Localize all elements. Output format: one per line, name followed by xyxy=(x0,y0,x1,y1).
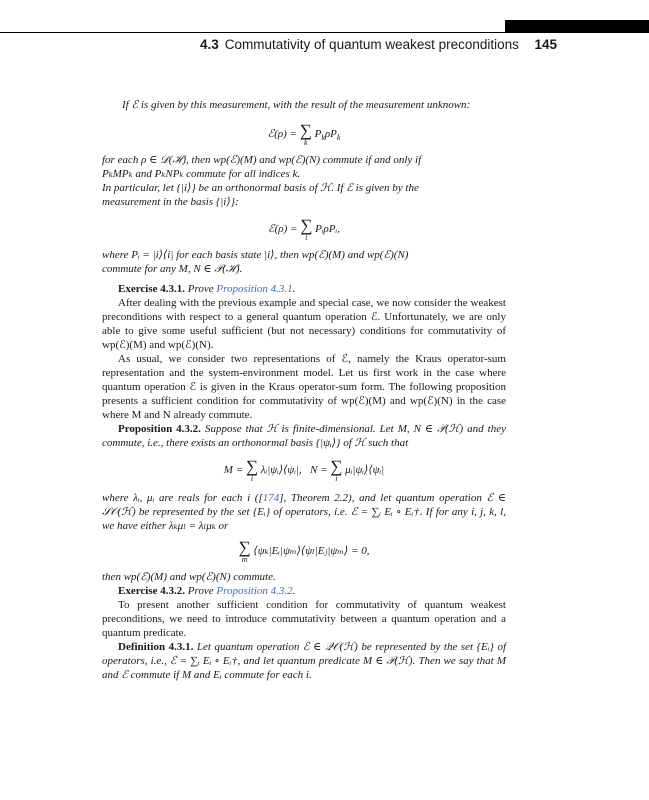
text-line: In particular, let {|i⟩} be an orthonormal basis of ℋ. If ℰ is given by the xyxy=(102,182,419,194)
sum-symbol: ∑ xyxy=(238,538,251,557)
equation-3 xyxy=(102,458,506,483)
sum-symbol: ∑ xyxy=(330,457,343,476)
exercise-label: Exercise 4.3.2. xyxy=(118,585,186,597)
eq1-rhs-sub2: k xyxy=(336,133,341,143)
eq4-body: ⟨ψₖ|Eᵢ|ψₘ⟩⟨ψₗ|Eⱼ|ψₘ⟩ = 0, xyxy=(253,545,370,558)
eq3-sum-1 xyxy=(246,458,258,483)
exercise-4-3-1 xyxy=(118,282,506,296)
text-run: ], Theorem 2.2), and let quantum operation ℰ ∈ 𝒮𝒪(ℋ) be represented by the set {Eᵢ} of operators, i.e. ℰ = ∑ᵢ Eᵢ ∘ Eᵢ†. If for any i, j, k, l, we have either λₖμₗ = λₗμₖ or xyxy=(102,492,506,532)
eq3-rhs2: μᵢ|ψᵢ⟩⟨ψᵢ| xyxy=(345,464,385,477)
definition-4-3-1 xyxy=(102,640,506,682)
proposition-4-3-2 xyxy=(102,422,506,450)
eq1-sum xyxy=(300,122,312,147)
para-another-condition: To present another sufficient condition for commutativity of quantum weakest preconditions, we need to introduce commutativity between a quantum operation and a quantum predicate. xyxy=(102,599,506,639)
eq2-sum-index: i xyxy=(305,233,308,242)
proposition-label: Proposition 4.3.2. xyxy=(118,423,201,435)
exercise-end: . xyxy=(292,283,296,295)
eq1-sum-index: k xyxy=(304,138,308,147)
page-number: 145 xyxy=(534,37,557,52)
eq1-lhs: ℰ(ρ) = xyxy=(267,128,297,141)
definition-label: Definition 4.3.1. xyxy=(118,641,194,653)
proposition-link[interactable]: Proposition 4.3.2 xyxy=(216,585,293,597)
exercise-end: . xyxy=(292,585,296,597)
equation-4 xyxy=(102,539,506,564)
text-line: commute for any M, N ∈ 𝒫(ℋ). xyxy=(102,263,243,275)
eq1-rhs-p: P xyxy=(314,128,322,141)
sum-symbol: ∑ xyxy=(300,216,313,235)
text-line: measurement in the basis {|i⟩}: xyxy=(102,196,239,208)
exercise-text: Prove xyxy=(187,585,214,597)
para-measurement-intro: If ℰ is given by this measurement, with the result of the measurement unknown: xyxy=(122,99,471,111)
proposition-link[interactable]: Proposition 4.3.1 xyxy=(216,283,293,295)
para-basis-state xyxy=(102,248,506,276)
sum-symbol: ∑ xyxy=(299,121,312,140)
para-commute-condition xyxy=(102,153,506,209)
definition-text: Let quantum operation ℰ ∈ 𝒬𝒪(ℋ) be represented by the set {Eᵢ} of operators, i.e., ℰ = ∑ᵢ Eᵢ ∘ Eᵢ†, and let quantum predicate M ∈ 𝒫(ℋ). Then we say that M and ℰ commute if M and Eᵢ commute for each i. xyxy=(102,641,507,681)
citation-link[interactable]: 174 xyxy=(262,492,280,504)
text-line: where Pᵢ = |i⟩⟨i| for each basis state |i⟩, then wp(ℰ)(M) and wp(ℰ)(N) xyxy=(102,249,409,261)
para-general-operation: After dealing with the previous example and special case, we now consider the weakest preconditions with respect to a general quantum operation ℰ. Unfortunately, we are only able to give some useful sufficient (but not necessary) conditions for commutativity of wp(ℰ)(M) and wp(ℰ)(N). xyxy=(102,297,506,351)
section-number: 4.3 xyxy=(200,37,219,52)
eq4-sum-index: m xyxy=(241,555,248,564)
text-run: where λᵢ, μᵢ are reals for each i ([ xyxy=(102,492,263,504)
page-body xyxy=(102,95,506,682)
section-title: Commutativity of quantum weakest preconditions xyxy=(224,37,519,52)
exercise-label: Exercise 4.3.1. xyxy=(118,283,186,295)
eq3-sum-index: i xyxy=(250,474,254,483)
eq3-rhs1: λᵢ|ψᵢ⟩⟨ψᵢ|, xyxy=(260,464,302,477)
eq3-sum-index: i xyxy=(335,474,338,483)
para-representations: As usual, we consider two representations of ℰ, namely the Kraus operator-sum representation and the system-environment model. Let us first work in the case where quantum operation ℰ is given in the Kraus operator-sum form. The following proposition presents a sufficient condition for commutativity of wp(ℰ)(M) and wp(ℰ)(N) in the case where M and N already commute. xyxy=(102,353,506,421)
exercise-text: Prove xyxy=(187,283,214,295)
sum-symbol: ∑ xyxy=(245,457,258,476)
eq1-rhs-sub: k xyxy=(321,133,325,143)
eq2-lhs: ℰ(ρ) = xyxy=(267,223,298,236)
eq2-rhs: PᵢρPᵢ, xyxy=(315,223,341,236)
equation-2 xyxy=(102,217,506,242)
eq3-lhs2: N = xyxy=(310,464,328,477)
running-head xyxy=(200,37,560,55)
eq3-sum-2 xyxy=(330,458,342,483)
eq1-rhs-rho-p: ρP xyxy=(324,128,337,141)
text-line: for each ρ ∈ 𝒟(ℋ), then wp(ℰ)(M) and wp(ℰ)(N) commute if and only if xyxy=(102,154,422,166)
text-line: PₖMPₖ and PₖNPₖ commute for all indices k. xyxy=(102,168,301,180)
para-then-commute: then wp(ℰ)(M) and wp(ℰ)(N) commute. xyxy=(102,571,276,583)
para-reals-condition xyxy=(102,491,506,533)
eq3-lhs1: M = xyxy=(223,464,244,477)
equation-1 xyxy=(102,122,506,147)
proposition-text: Suppose that ℋ is finite-dimensional. Let M, N ∈ 𝒫(ℋ) and they commute, i.e., there exists an orthonormal basis {|ψᵢ⟩} of ℋ such that xyxy=(102,423,506,449)
eq2-sum xyxy=(300,217,312,242)
eq4-sum xyxy=(239,539,251,564)
header-rule xyxy=(0,32,649,33)
exercise-4-3-2 xyxy=(118,584,506,598)
